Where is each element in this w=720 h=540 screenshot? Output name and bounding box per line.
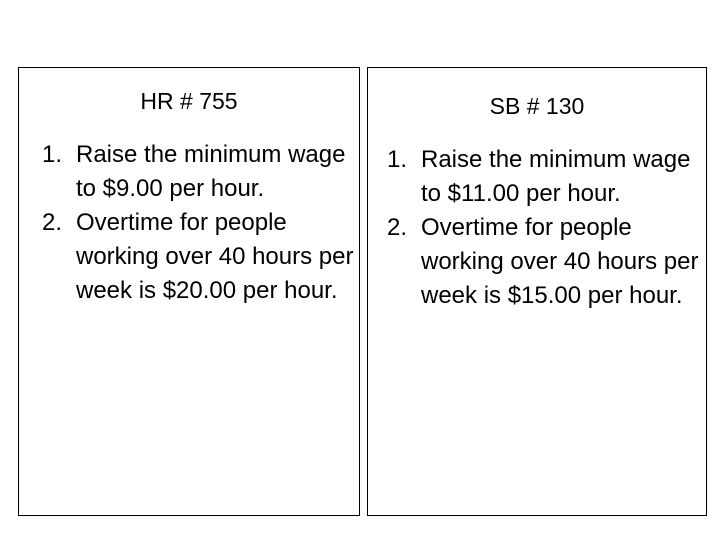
list-item bbox=[42, 138, 357, 206]
item-text: Overtime for people working over 40 hours per week is $15.00 per hour. bbox=[421, 214, 699, 309]
item-number: 2. bbox=[387, 214, 408, 241]
provision-list bbox=[42, 138, 357, 308]
panel-title: SB # 130 bbox=[489, 93, 585, 119]
item-number: 1. bbox=[387, 146, 408, 173]
list-item bbox=[387, 143, 705, 211]
item-text: Overtime for people working over 40 hours per week is $20.00 per hour. bbox=[76, 209, 354, 304]
list-item bbox=[42, 206, 357, 308]
item-number: 2. bbox=[42, 209, 63, 236]
bill-panel-sb-130 bbox=[367, 67, 707, 516]
list-item bbox=[387, 211, 705, 313]
item-number: 1. bbox=[42, 141, 63, 168]
provision-list bbox=[387, 143, 705, 313]
item-text: Raise the minimum wage to $11.00 per hour. bbox=[421, 146, 691, 207]
item-text: Raise the minimum wage to $9.00 per hour. bbox=[76, 141, 346, 202]
panel-title: HR # 755 bbox=[140, 88, 238, 114]
bill-panel-hr-755 bbox=[18, 67, 360, 516]
